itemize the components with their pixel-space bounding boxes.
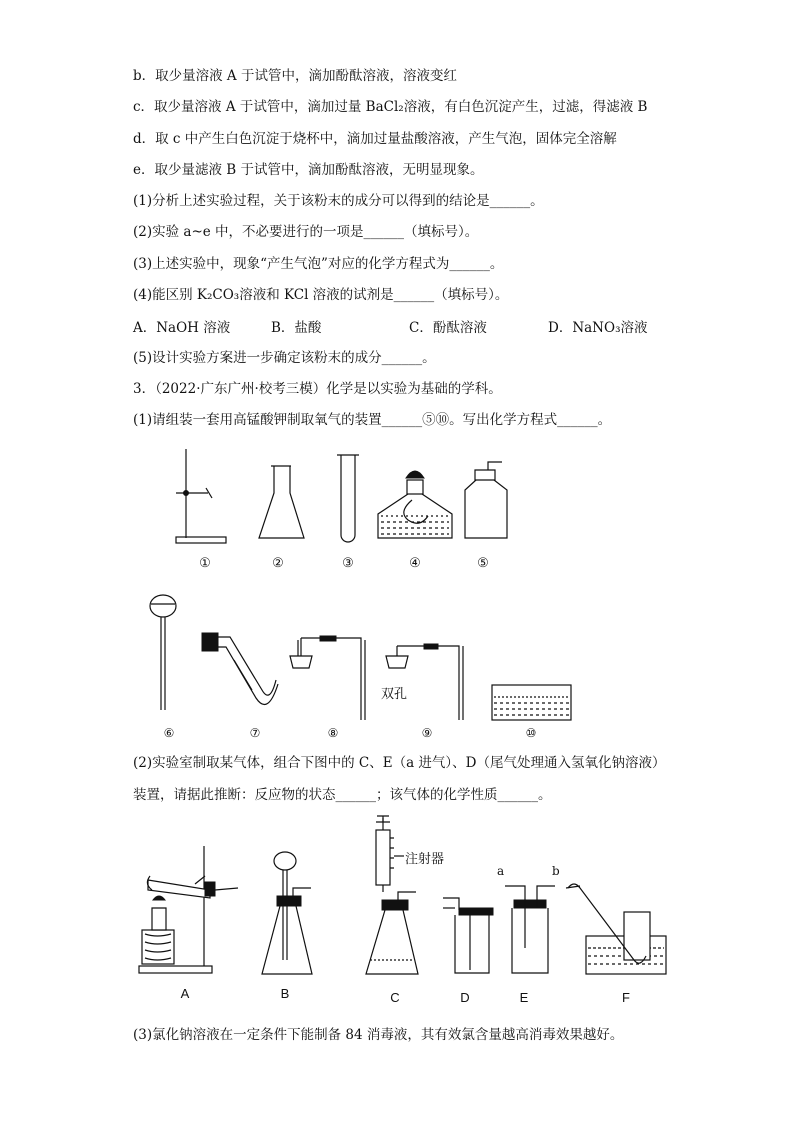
label-3: ③ <box>342 556 354 571</box>
label-6: ⑥ <box>163 726 175 740</box>
label-2: ② <box>272 556 284 571</box>
label-8: ⑧ <box>327 726 339 740</box>
problem-3-question-2b: 装置，请据此推断：反应物的状态______；该气体的化学性质______。 <box>133 787 552 803</box>
heating-apparatus-a-icon <box>139 846 238 973</box>
problem-3-intro: 3．（2022·广东广州·校考三模）化学是以实验为基础的学科。 <box>133 381 502 397</box>
step-b: b．取少量溶液 A 于试管中，滴加酚酞溶液，溶液变红 <box>133 68 457 84</box>
label-f: F <box>622 990 630 1005</box>
step-c: c．取少量溶液 A 于试管中，滴加过量 BaCl₂溶液，有白色沉淀产生，过滤，得滤液 B <box>133 99 648 115</box>
step-d: d．取 c 中产生白色沉淀于烧杯中，滴加过量盐酸溶液，产生气泡，固体完全溶解 <box>133 131 617 147</box>
label-d: D <box>460 990 470 1005</box>
label-c: C <box>390 990 400 1005</box>
question-2: (2)实验 a~e 中，不必要进行的一项是______（填标号）。 <box>133 224 479 240</box>
option-d: D．NaNO₃溶液 <box>548 320 648 336</box>
inlet-a-label: a <box>497 864 505 878</box>
question-1: (1)分析上述实验过程，关于该粉末的成分可以得到的结论是______。 <box>133 193 544 209</box>
label-1: ① <box>199 556 211 571</box>
problem-3-question-1: (1)请组装一套用高锰酸钾制取氧气的装置______⑤⑩。写出化学方程式______。 <box>133 412 612 428</box>
option-a: A．NaOH 溶液 <box>133 320 231 336</box>
problem-3-question-3: (3)氯化钠溶液在一定条件下能制备 84 消毒液，其有效氯含量越高消毒效果越好。 <box>133 1027 624 1043</box>
label-10: ⑩ <box>525 726 537 740</box>
problem-3-question-2a: (2)实验室制取某气体，组合下图中的 C、E（a 进气）、D（尾气处理通入氢氧化钠溶液） <box>133 755 666 771</box>
gas-bottle-e-icon <box>505 886 555 973</box>
question-5: (5)设计实验方案进一步确定该粉末的成分______。 <box>133 350 436 366</box>
label-e: E <box>519 990 529 1005</box>
option-b: B．盐酸 <box>271 320 322 336</box>
syringe-label: 注射器 <box>405 852 445 867</box>
label-5: ⑤ <box>477 556 489 571</box>
label-7: ⑦ <box>249 726 261 740</box>
step-e: e．取少量滤液 B 于试管中，滴加酚酞溶液，无明显现象。 <box>133 162 484 178</box>
question-4: (4)能区别 K₂CO₃溶液和 KCl 溶液的试剂是______（填标号）。 <box>133 287 509 303</box>
label-b: B <box>280 986 290 1001</box>
water-trough-f-icon <box>566 884 666 974</box>
label-a: A <box>180 986 190 1001</box>
inlet-b-label: b <box>552 864 560 878</box>
double-hole-label: 双孔 <box>381 687 408 702</box>
option-c: C．酚酞溶液 <box>409 320 487 336</box>
syringe-flask-c-icon <box>366 816 418 974</box>
label-9: ⑨ <box>421 726 433 740</box>
question-3: (3)上述实验中，现象“产生气泡”对应的化学方程式为______。 <box>133 256 504 272</box>
long-neck-funnel-flask-b-icon <box>262 852 312 974</box>
gas-bottle-d-icon <box>443 898 493 973</box>
label-4: ④ <box>409 556 421 571</box>
